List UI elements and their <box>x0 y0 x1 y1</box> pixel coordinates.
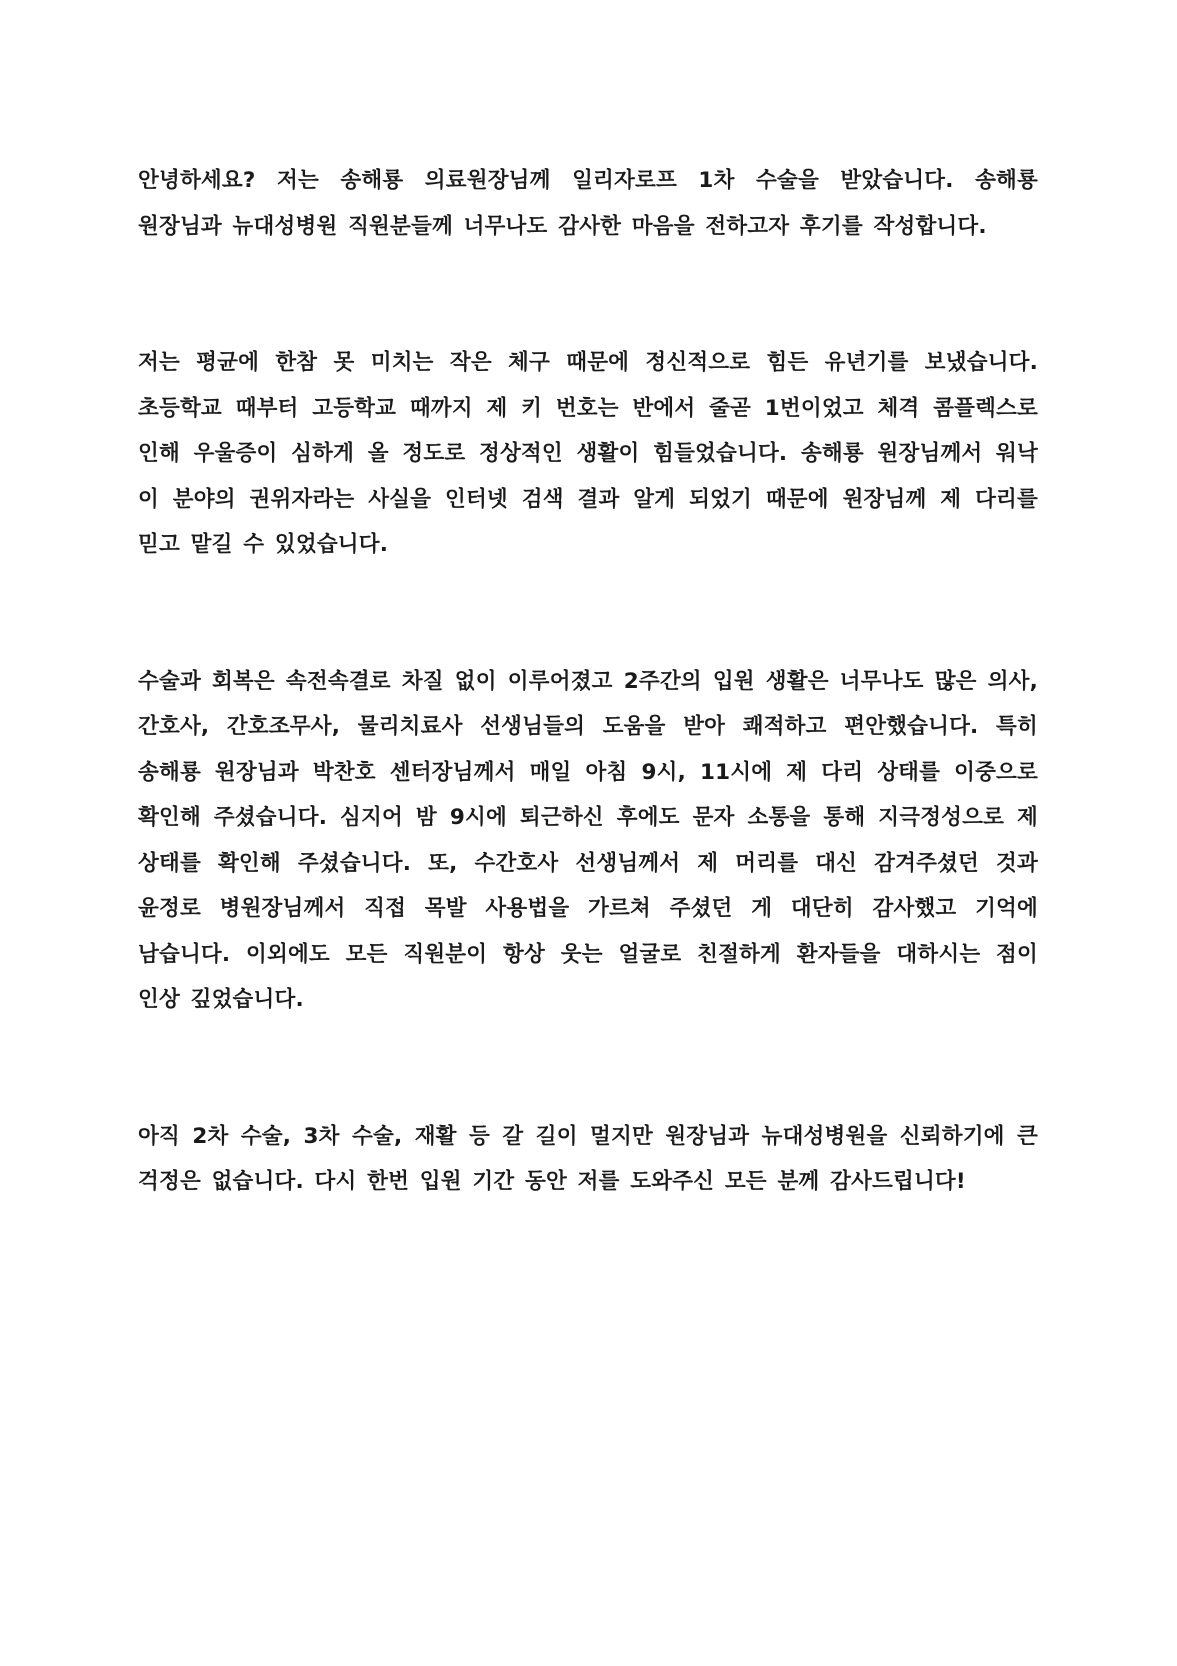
document-body <box>138 158 1038 1205</box>
paragraph-background: 저는 평균에 한참 못 미치는 작은 체구 때문에 정신적으로 힘든 유년기를 보냈습니다. 초등학교 때부터 고등학교 때까지 제 키 번호는 반에서 줄곧 1번이었고 체격 콤플렉스로 인해 우울증이 심하게 올 정도로 정상적인 생활이 힘들었습니다. 송해룡 원장님께서 워낙 이 분야의 권위자라는 사실을 인터넷 검색 결과 알게 되었기 때문에 원장님께 제 다리를 믿고 맡길 수 있었습니다. <box>138 350 1038 557</box>
paragraph-hospital-stay: 수술과 회복은 속전속결로 차질 없이 이루어졌고 2주간의 입원 생활은 너무나도 많은 의사, 간호사, 간호조무사, 물리치료사 선생님들의 도움을 받아 쾌적하고 편안했습니다. 특히 송해룡 원장님과 박찬호 센터장님께서 매일 아침 9시, 11시에 제 다리 상태를 이중으로 확인해 주셨습니다. 심지어 밤 9시에 퇴근하신 후에도 문자 소통을 통해 지극정성으로 제 상태를 확인해 주셨습니다. 또, 수간호사 선생님께서 제 머리를 대신 감겨주셨던 것과 윤정로 병원장님께서 직접 목발 사용법을 가르쳐 주셨던 게 대단히 감사했고 기억에 남습니다. 이외에도 모든 직원분이 항상 웃는 얼굴로 친절하게 환자들을 대하시는 점이 인상 깊었습니다. <box>138 668 1038 1012</box>
paragraph-closing: 아직 2차 수술, 3차 수술, 재활 등 갈 길이 멀지만 원장님과 뉴대성병원을 신뢰하기에 큰 걱정은 없습니다. 다시 한번 입원 기간 동안 저를 도와주신 모든 분께 감사드립니다! <box>138 1123 1038 1194</box>
paragraph-greeting: 안녕하세요? 저는 송해룡 의료원장님께 일리자로프 1차 수술을 받았습니다. 송해룡 원장님과 뉴대성병원 직원분들께 너무나도 감사한 마음을 전하고자 후기를 작성합니다. <box>138 168 1038 239</box>
